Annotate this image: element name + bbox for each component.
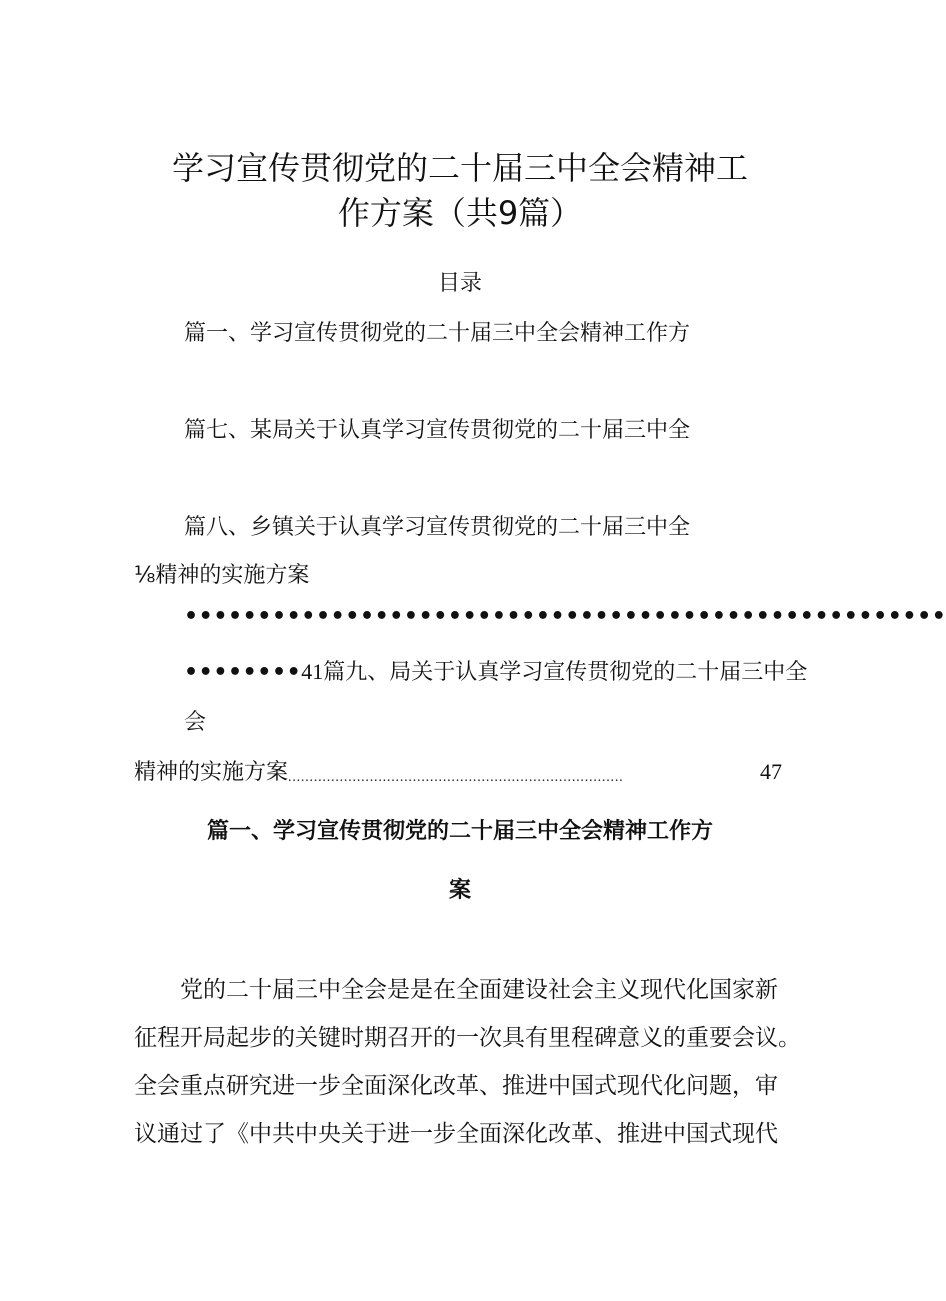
document-title-line-1: 学习宣传贯彻党的二十届三中全会精神工 (171, 149, 748, 187)
toc-entry-8[interactable]: 篇八、乡镇关于认真学习宣传贯彻党的二十届三中全 (184, 515, 691, 540)
toc-entry-9-continuation[interactable]: 会 (184, 710, 207, 735)
document-title-line-2: 作方案（共9篇） (337, 194, 583, 232)
section-heading-line-2: 案 (448, 878, 471, 903)
toc-entry-9-last-row[interactable] (134, 755, 782, 786)
toc-dot-leader-short: •••••••• (184, 660, 302, 685)
toc-dot-leader: •••••••••••••••••••••••••••••••••••••••••••••••••••• (184, 604, 946, 629)
body-paragraph-line-4: 议通过了《中共中央关于进一步全面深化改革、推进中国式现代 (134, 1121, 778, 1147)
toc-entry-1[interactable]: 篇一、学习宣传贯彻党的二十届三中全会精神工作方 (184, 321, 691, 346)
toc-page-number-41: 41 (301, 659, 324, 684)
body-paragraph-line-1: 党的二十届三中全会是是在全面建设社会主义现代化国家新 (180, 977, 778, 1003)
toc-entry-9-row[interactable] (184, 655, 807, 686)
toc-entry-8-continuation[interactable]: ⅛精神的实施方案 (134, 563, 310, 588)
body-paragraph-line-2: 征程开局起步的关键时期召开的一次具有里程碑意义的重要会议。 (134, 1025, 801, 1051)
body-paragraph-line-3: 全会重点研究进一步全面深化改革、推进中国式现代化问题，审 (134, 1073, 778, 1099)
toc-entry-9-title-end: 精神的实施方案 (134, 760, 289, 785)
toc-dot-leader-47: .............................................................................. (288, 770, 624, 785)
toc-page-number-47: 47 (760, 759, 783, 784)
toc-entry-7[interactable]: 篇七、某局关于认真学习宣传贯彻党的二十届三中全 (184, 418, 691, 443)
section-heading-line-1: 篇一、学习宣传贯彻党的二十届三中全会精神工作方 (206, 819, 713, 844)
toc-entry-9: 篇九、局关于认真学习宣传贯彻党的二十届三中全 (323, 660, 808, 685)
toc-heading: 目录 (437, 271, 482, 296)
